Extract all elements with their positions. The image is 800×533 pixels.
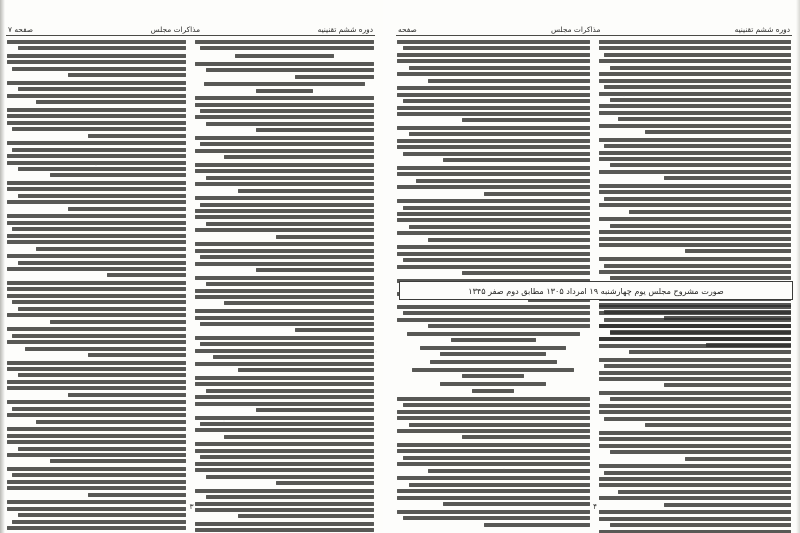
- left-page-columns: [7, 40, 374, 493]
- paragraph: [195, 40, 374, 50]
- paragraph: [7, 281, 186, 324]
- paragraph: [397, 382, 590, 386]
- left-running-head-center: مذاکرات مجلس: [150, 25, 201, 34]
- right-page-column-2-lower: [397, 305, 590, 493]
- paragraph: [7, 181, 186, 211]
- paragraph: [397, 443, 590, 473]
- paragraph: [195, 62, 374, 79]
- paragraph: [397, 126, 590, 162]
- paragraph: [7, 40, 186, 50]
- right-page-header-rule: [396, 35, 792, 36]
- session-title-text: صورت مشروح مجلس یوم چهارشنبه ۱۹ امرداد ۱۳۰۵ مطابق دوم صفر ۱۳۴۵: [468, 285, 724, 296]
- paragraph: [599, 358, 792, 388]
- paragraph: [397, 40, 590, 83]
- paragraph: [195, 82, 374, 92]
- right-page-column-1-lower: [599, 305, 792, 493]
- right-page-running-head: [398, 20, 790, 34]
- paragraph: [397, 305, 590, 328]
- paragraph: [195, 309, 374, 332]
- paragraph: [599, 431, 792, 461]
- paragraph: [7, 81, 186, 104]
- paragraph: [397, 86, 590, 122]
- left-page-column-1: [195, 40, 374, 493]
- paragraph: [599, 464, 792, 507]
- paragraph: [397, 199, 590, 242]
- paragraph: [195, 54, 374, 58]
- paragraph: [195, 276, 374, 306]
- paragraph: [397, 368, 590, 378]
- left-running-head-inner: دوره ششم تقنینیه: [317, 25, 373, 34]
- paragraph: [599, 217, 792, 253]
- paragraph: [7, 361, 186, 397]
- paragraph: [397, 332, 590, 342]
- paragraph: [397, 510, 590, 527]
- left-page-folio: ۳: [189, 502, 194, 511]
- paragraph: [397, 389, 590, 393]
- paragraph: [195, 96, 374, 132]
- right-page-columns-upper: [397, 40, 791, 275]
- paragraph: [599, 40, 792, 134]
- paragraph: [7, 254, 186, 277]
- right-running-head-inner: دوره ششم تقنینیه: [734, 25, 790, 34]
- left-page-header-rule: [6, 35, 375, 36]
- paragraph: [397, 245, 590, 275]
- paragraph: [7, 108, 186, 138]
- paragraph: [195, 196, 374, 239]
- paragraph: [397, 360, 590, 364]
- paragraph: [7, 141, 186, 177]
- left-running-head-outer: صفحه ۷: [8, 25, 34, 34]
- right-running-head-center: مذاکرات مجلس: [550, 25, 601, 34]
- paragraph: [397, 166, 590, 196]
- paragraph: [599, 138, 792, 181]
- paragraph: [7, 327, 186, 357]
- paragraph: [195, 242, 374, 272]
- paragraph: [195, 336, 374, 372]
- right-page-columns-lower: [397, 305, 791, 493]
- paragraph: [7, 214, 186, 250]
- left-page: [0, 0, 383, 533]
- paragraph: [7, 427, 186, 463]
- right-running-head-outer: صفحه: [398, 25, 417, 34]
- paragraph: [397, 346, 590, 356]
- paragraph: [195, 136, 374, 159]
- paragraph: [195, 163, 374, 193]
- right-page-column-1-upper: [599, 40, 792, 275]
- paragraph: [195, 442, 374, 485]
- paragraph: [195, 376, 374, 412]
- paragraph: [599, 305, 792, 354]
- paragraph: [599, 184, 792, 214]
- paragraph: [397, 397, 590, 440]
- right-page-folio: ۴: [592, 502, 598, 511]
- session-title-box: [399, 281, 793, 300]
- paragraph: [7, 54, 186, 77]
- left-page-column-2: [7, 40, 186, 493]
- paragraph: [7, 467, 186, 497]
- right-page-column-2-upper: [397, 40, 590, 275]
- left-page-running-head: [8, 20, 373, 34]
- paragraph: [195, 416, 374, 439]
- paragraph: [7, 400, 186, 423]
- paragraph: [195, 522, 374, 533]
- paragraph: [599, 391, 792, 427]
- right-page: [390, 0, 800, 533]
- paragraph: [599, 510, 792, 533]
